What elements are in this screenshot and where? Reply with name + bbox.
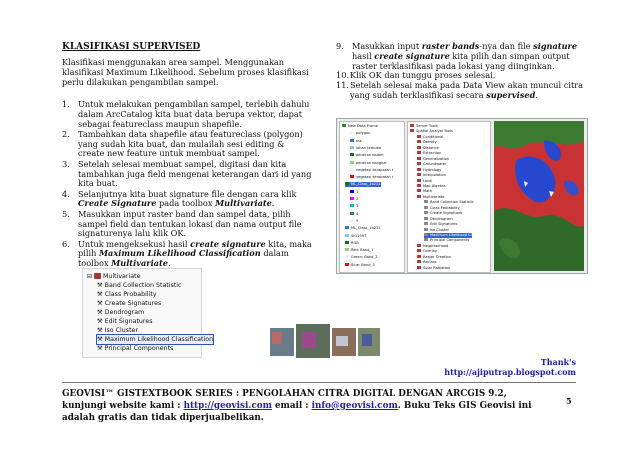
section-title: KLASIFIKASI SUPERVISED (62, 42, 201, 52)
tree-item-tool[interactable]: ⚒ Class Probability (97, 291, 157, 298)
toc-layer-item[interactable]: Red: Band_1 (345, 248, 374, 253)
hammer-icon: ⚒ (97, 291, 105, 298)
toolbox-icon (410, 124, 414, 127)
toc-layer-item[interactable]: ML_Class_1b231 (345, 182, 381, 187)
tree-item-tool[interactable]: ⚒ Band Collection Statistic (97, 282, 182, 289)
page-number: 5 (566, 396, 572, 406)
table-of-contents-panel (339, 121, 405, 273)
hammer-icon: ⚒ (97, 327, 105, 334)
credit-blog-link[interactable]: http://ajiputrap.blogspot.com (444, 367, 576, 377)
toolbox-tree-item[interactable]: Conditional (417, 135, 443, 140)
step-item: 1. Untuk melakukan pengambilan sampel, terlebih dahulu dalam ArcCatalog kita buat data berupa vektor, dapat sebagai featureclass maupun shapefile. (62, 99, 310, 129)
legend-swatch (350, 131, 354, 134)
toolbox-tree-item[interactable]: Generalization (417, 157, 449, 162)
legend-swatch (350, 153, 354, 156)
footer-series-line: GEOVISI™ GISTEXTBOOK SERIES : PENGOLAHAN CITRA DIGITAL DENGAN ARCGIS 9.2, (62, 389, 507, 399)
hammer-icon (424, 238, 428, 241)
toolbox-tree-item[interactable]: Iso Cluster (424, 228, 449, 233)
toc-layer-item[interactable]: vegetasi kerapatan r (350, 175, 393, 180)
toolbox-icon (417, 179, 421, 182)
step-item: 6. Untuk mengeksekusi hasil create signature kita, maka pilih Maximum Likelihood Classification dalam toolbox Multivariate. (62, 238, 312, 269)
toc-layer-item[interactable]: 2 (350, 197, 358, 202)
legend-swatch (345, 182, 349, 185)
toolbox-tree-item[interactable]: Maximum Likelihood Cl (424, 233, 472, 238)
toolbox-tree-item[interactable]: Local (417, 179, 432, 184)
toolbox-tree-item[interactable]: Dendrogram (424, 217, 453, 222)
toolbox-tree-item[interactable]: Spatial Analyst Tools (410, 129, 453, 134)
tree-item-tool[interactable]: ⚒ Create Signatures (97, 300, 162, 307)
toc-layer-item[interactable]: 4 (350, 212, 358, 217)
hammer-icon (424, 233, 428, 236)
toolbox-tree-screenshot (82, 268, 214, 358)
hammer-icon: ⚒ (97, 345, 105, 352)
legend-swatch (350, 197, 354, 200)
toolbox-tree-item[interactable]: Map Algebra (417, 184, 446, 189)
toc-layer-item[interactable]: Blue: Band_3 (345, 263, 375, 268)
footer-divider (62, 382, 576, 383)
right-steps-list (336, 42, 586, 101)
toc-layer-item[interactable]: 3 (350, 204, 358, 209)
image-thumbnails (270, 322, 380, 362)
hammer-icon (424, 211, 428, 214)
hammer-icon: ⚒ (97, 336, 105, 343)
legend-swatch (345, 263, 349, 266)
arctoolbox-panel (407, 121, 491, 273)
toc-layer-item[interactable]: SIG1997 (345, 234, 366, 239)
tree-item-tool[interactable]: ⚒ Dendrogram (97, 309, 145, 316)
toc-layer-item[interactable]: vegetasi kerapatan t (350, 168, 393, 173)
toolbox-icon (417, 135, 421, 138)
legend-swatch (350, 212, 354, 215)
toc-layer-item[interactable]: Green: Band_2 (345, 255, 378, 260)
step-item: 2. Tambahkan data shapefile atau featureclass (polygon) yang sudah kita buat, dan mulailah sesi editing & create new feature untuk membuat sampel. (62, 128, 303, 159)
legend-swatch (350, 219, 354, 222)
toolbox-tree-item[interactable]: Multivariate (417, 195, 444, 200)
toc-layer-item[interactable]: polygon (350, 131, 370, 136)
toolbox-icon (417, 173, 421, 176)
toolbox-tree-item[interactable]: Server Tools (410, 124, 438, 129)
hammer-icon (424, 200, 428, 203)
toolbox-icon (410, 129, 414, 132)
toolbox-tree-item[interactable]: Neighborhood (417, 244, 448, 249)
toolbox-tree-item[interactable]: Reclass (417, 260, 436, 265)
toolbox-icon (94, 273, 101, 279)
toolbox-icon (417, 244, 421, 247)
toolbox-tree-item[interactable]: Distance (417, 146, 439, 151)
hammer-icon: ⚒ (97, 318, 105, 325)
toolbox-tree-item[interactable]: Create Signatures (424, 211, 462, 216)
hammer-icon: ⚒ (97, 282, 105, 289)
legend-swatch (345, 241, 349, 244)
legend-swatch (345, 234, 349, 237)
toolbox-tree-item[interactable]: Band Collection Statistic (424, 200, 474, 205)
toc-layer-item[interactable]: ML_Class_1b231 (345, 226, 381, 231)
toolbox-icon (417, 189, 421, 192)
step-item: 9. Masukkan input raster bands-nya dan file signature hasil create signature kita pilih dan simpan output raster terklasifikasi pada lokasi yang diinginkan. (336, 41, 578, 71)
toolbox-icon (417, 157, 421, 160)
hammer-icon (424, 217, 428, 220)
legend-swatch (350, 146, 354, 149)
classified-map-view (494, 121, 584, 271)
step-item: 5. Masukkan input raster band dan sampel data, pilih sampel field dan tentukan lokasi dan nama output file signaturenya lalu klik OK. (62, 208, 302, 239)
step-item: 11. Setelah selesai maka pada Data View akan muncul citra yang sudah terklasifikasi secara supervised. (336, 80, 584, 100)
toolbox-icon (417, 140, 421, 143)
step-item: 4. Selanjutnya kita buat signature file dengan cara klik Create Signature pada toolbox Multivariate. (62, 188, 297, 209)
tree-item-multivariate[interactable]: ⊟ Multivariate (87, 273, 141, 280)
steps-list (62, 100, 312, 270)
toc-layer-item[interactable]: tak (350, 139, 362, 144)
step-item: 3. Setelah selesai membuat sampel, digitasi dan kita tambahkan juga field mengenai keterangan dari id yang kita buat. (62, 158, 312, 189)
toolbox-icon (417, 146, 421, 149)
legend-swatch (345, 248, 349, 251)
legend-swatch (345, 226, 349, 229)
toolbox-icon (417, 195, 421, 198)
toolbox-tree-item[interactable]: Extraction (417, 151, 441, 156)
toolbox-icon (417, 151, 421, 154)
toc-layer-item[interactable]: perairan dangkal (350, 161, 387, 166)
toolbox-tree-item[interactable]: Principal Components (424, 238, 469, 243)
legend-swatch (350, 204, 354, 207)
footer-contact-line: kunjungi website kami : http://geovisi.com email : info@geovisi.com. Buku Teks GIS Geovisi ini adalah gratis dan tidak diperjualbelikan. (62, 401, 532, 423)
tree-item-tool[interactable]: ⚒ Principal Components (97, 345, 174, 352)
hammer-icon (424, 206, 428, 209)
legend-swatch (350, 139, 354, 142)
toolbox-icon (417, 168, 421, 171)
legend-swatch (350, 168, 354, 171)
toolbox-tree-item[interactable]: Raster Creation (417, 255, 451, 260)
toc-layer-item[interactable]: lahan terbuka (350, 146, 381, 151)
toolbox-icon (417, 255, 421, 258)
toolbox-icon (417, 266, 421, 269)
footer-text (62, 388, 567, 424)
classified-map-image (494, 121, 584, 271)
legend-swatch (350, 175, 354, 178)
toolbox-icon (417, 249, 421, 252)
tree-item-tool[interactable]: ⚒ Edit Signatures (97, 318, 153, 325)
hammer-icon (424, 222, 428, 225)
toolbox-tree-item[interactable]: Class Probability (424, 206, 460, 211)
toc-layer-item[interactable]: 5 (350, 219, 358, 224)
credit-thanks: Thank's (540, 357, 576, 367)
tree-item-tool-selected[interactable]: ⚒ Maximum Likelihood Classification (97, 336, 214, 343)
intro-paragraph: Klasifikasi menggunakan area sampel. Menggunakan klasifikasi Maximum Likelihood. Sebelum proses klasifikasi perlu dilakukan pengambilan sampel. (62, 57, 309, 87)
legend-swatch (350, 161, 354, 164)
hammer-icon: ⚒ (97, 309, 105, 316)
toolbox-icon (417, 260, 421, 263)
legend-swatch (350, 190, 354, 193)
toolbox-icon (417, 162, 421, 165)
toolbox-tree-item[interactable]: Edit Signatures (424, 222, 457, 227)
toolbox-tree-item[interactable]: Groundwater (417, 162, 446, 167)
toc-layer-item[interactable]: RGB (345, 241, 359, 246)
tree-item-tool[interactable]: ⚒ Iso Cluster (97, 327, 138, 334)
toolbox-tree-item[interactable]: Overlay (417, 249, 437, 254)
toc-layer-item[interactable]: New Data Frame (342, 124, 378, 129)
hammer-icon: ⚒ (97, 300, 105, 307)
email-link[interactable]: info@geovisi.com (311, 401, 398, 411)
website-link[interactable]: http://geovisi.com (183, 401, 272, 411)
legend-swatch (345, 255, 349, 258)
toolbox-tree-item[interactable]: Solar Radiation (417, 266, 450, 271)
hammer-icon (424, 228, 428, 231)
toc-layer-item[interactable]: perairan dalam (350, 153, 383, 158)
arcmap-screenshot (336, 118, 588, 274)
step-item: 10. Klik OK dan tunggu proses selesai. (336, 70, 496, 81)
legend-swatch (342, 124, 346, 127)
toc-layer-item[interactable]: 1 (350, 190, 358, 195)
toolbox-tree-item[interactable]: Math (417, 189, 432, 194)
toolbox-icon (417, 184, 421, 187)
toolbox-tree-item[interactable]: Interpolation (417, 173, 446, 178)
toolbox-tree-item[interactable]: Hydrology (417, 168, 441, 173)
toolbox-tree-item[interactable]: Density (417, 140, 437, 145)
